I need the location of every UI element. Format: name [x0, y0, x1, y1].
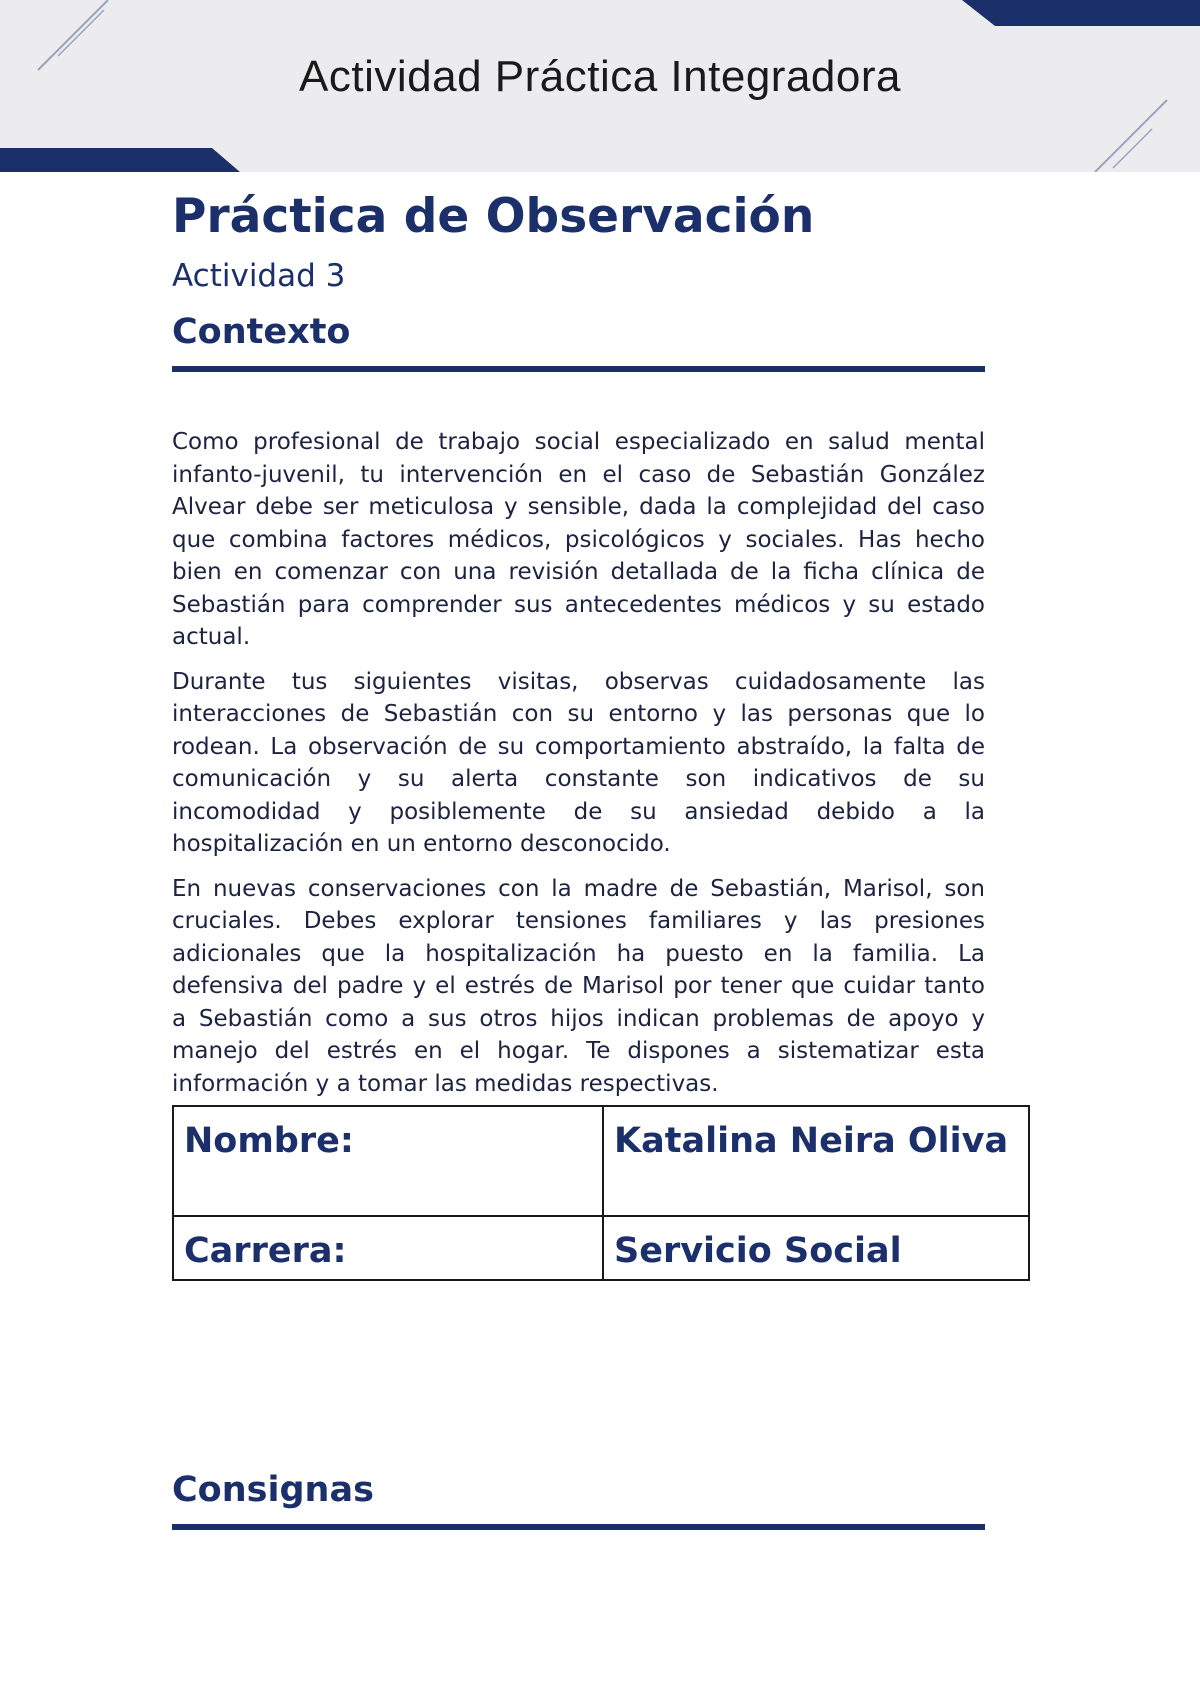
student-info-table	[172, 1105, 1030, 1281]
context-paragraph: Durante tus siguientes visitas, observas cuidadosamente las interacciones de Sebastián con su entorno y las personas que lo rodean. La observación de su comportamiento abstraído, la falta de comunicación y su alerta constante son indicativos de su incomodidad y posiblemente de su ansiedad debido a la hospitalización en un entorno desconocido.	[172, 668, 985, 857]
consignas-section	[172, 1466, 985, 1530]
context-paragraph: En nuevas conservaciones con la madre de Sebastián, Marisol, son cruciales. Debes explorar tensiones familiares y las presiones adicionales que la hospitalización ha puesto en la familia. La defensiva del padre y el estrés de Marisol por tener que cuidar tanto a Sebastián como a sus otros hijos indican problemas de apoyo y manejo del estrés en el hogar. Te dispones a sistematizar esta información y a tomar las medidas respectivas.	[172, 875, 985, 1097]
name-value: Katalina Neira Oliva	[603, 1106, 1029, 1216]
context-heading: Contexto	[172, 312, 351, 352]
table-row	[173, 1216, 1029, 1280]
context-paragraphs	[172, 426, 985, 1100]
activity-subtitle: Actividad 3	[172, 258, 346, 294]
career-label: Carrera:	[173, 1216, 603, 1280]
name-label: Nombre:	[173, 1106, 603, 1216]
context-paragraph: Como profesional de trabajo social especializado en salud mental infanto-juvenil, tu intervención en el caso de Sebastián González Alvear debe ser meticulosa y sensible, dada la complejidad del caso que combina factores médicos, psicológicos y sociales. Has hecho bien en comenzar con una revisión detallada de la ficha clínica de Sebastián para comprender sus antecedentes médicos y su estado actual.	[172, 429, 985, 650]
consignas-divider	[172, 1524, 985, 1530]
banner-title: Actividad Práctica Integradora	[299, 52, 901, 101]
document-title: Práctica de Observación	[172, 189, 815, 244]
header-banner	[0, 0, 1200, 172]
table-row	[173, 1106, 1029, 1216]
context-divider	[172, 366, 985, 372]
consignas-heading: Consignas	[172, 1470, 374, 1510]
career-value: Servicio Social	[603, 1216, 1029, 1280]
document-body	[172, 186, 985, 1112]
